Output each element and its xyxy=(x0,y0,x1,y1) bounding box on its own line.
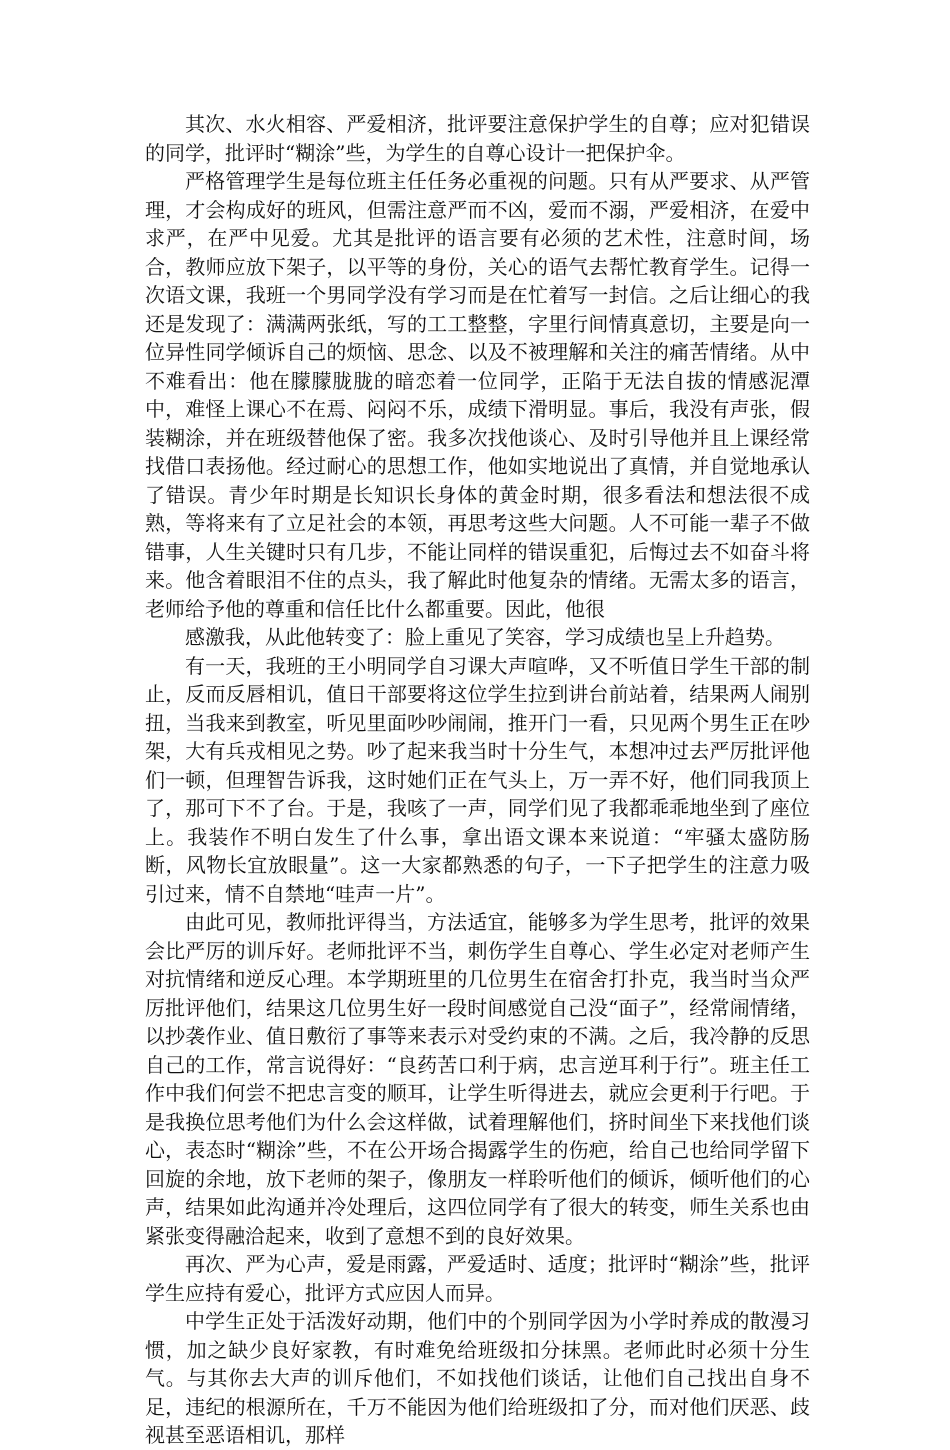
paragraph: 再次、严为心声，爱是雨露，严爱适时、适度；批评时“糊涂”些，批评学生应持有爱心，批评方式应因人而异。 xyxy=(145,1252,810,1305)
document-page xyxy=(145,110,810,1450)
paragraph: 其次、水火相容、严爱相济，批评要注意保护学生的自尊；应对犯错误的同学，批评时“糊涂”些，为学生的自尊心设计一把保护伞。 xyxy=(145,112,810,165)
paragraph: 由此可见，教师批评得当，方法适宜，能够多为学生思考，批评的效果会比严厉的训斥好。老师批评不当，刺伤学生自尊心、学生必定对老师产生对抗情绪和逆反心理。本学期班里的几位男生在宿舍打扑克，我当时当众严厉批评他们，结果这几位男生好一段时间感觉自己没“面子”，经常闹情绪，以抄袭作业、值日敷衍了事等来表示对受约束的不满。之后，我冷静的反思自己的工作，常言说得好：“良药苦口利于病，忠言逆耳利于行”。班主任工作中我们何尝不把忠言变的顺耳，让学生听得进去，就应会更利于行吧。于是我换位思考他们为什么会这样做，试着理解他们，挤时间坐下来找他们谈心，表态时“糊涂”些，不在公开场合揭露学生的伤疤，给自己也给同学留下回旋的余地，放下老师的架子，像朋友一样聆听他们的倾诉，倾听他们的心声，结果如此沟通并冷处理后，这四位同学有了很大的转变，师生关系也由紧张变得融洽起来，收到了意想不到的良好效果。 xyxy=(145,910,810,1248)
paragraph: 中学生正处于活泼好动期，他们中的个别同学因为小学时养成的散漫习惯，加之缺少良好家教，有时难免给班级扣分抹黑。老师此时必须十分生气。与其你去大声的训斥他们，不如找他们谈话，让他们自己找出自身不足，违纪的根源所在，千万不能因为他们给班级扣了分，而对他们厌恶、歧视甚至恶语相讥，那样 xyxy=(145,1309,810,1447)
paragraph: 感激我，从此他转变了：脸上重见了笑容，学习成绩也呈上升趋势。 xyxy=(185,625,785,649)
paragraph: 有一天，我班的王小明同学自习课大声喧哗，又不听值日学生干部的制止，反而反唇相讥，值日干部要将这位学生拉到讲台前站着，结果两人闹别扭，当我来到教室，听见里面吵吵闹闹，推开门一看，只见两个男生正在吵架，大有兵戎相见之势。吵了起来我当时十分生气，本想冲过去严厉批评他们一顿，但理智告诉我，这时她们正在气头上，万一弄不好，他们同我顶上了，那可下不了台。于是，我咳了一声，同学们见了我都乖乖地坐到了座位上。我装作不明白发生了什么事，拿出语文课本来说道：“牢骚太盛防肠断，风物长宜放眼量”。这一大家都熟悉的句子，一下子把学生的注意力吸引过来，情不自禁地“哇声一片”。 xyxy=(145,653,810,906)
paragraph: 严格管理学生是每位班主任任务必重视的问题。只有从严要求、从严管理，才会构成好的班风，但需注意严而不凶，爱而不溺，严爱相济，在爱中求严，在严中见爱。尤其是批评的语言要有必须的艺术性，注意时间，场合，教师应放下架子，以平等的身份，关心的语气去帮忙教育学生。记得一次语文课，我班一个男同学没有学习而是在忙着写一封信。之后让细心的我还是发现了：满满两张纸，写的工工整整，字里行间情真意切，主要是向一位异性同学倾诉自己的烦恼、思念、以及不被理解和关注的痛苦情绪。从中不难看出：他在朦朦胧胧的暗恋着一位同学，正陷于无法自拔的情感泥潭中，难怪上课心不在焉、闷闷不乐，成绩下滑明显。事后，我没有声张，假装糊涂，并在班级替他保了密。我多次找他谈心、及时引导他并且上课经常找借口表扬他。经过耐心的思想工作，他如实地说出了真情，并自觉地承认了错误。青少年时期是长知识长身体的黄金时期，很多看法和想法很不成熟，等将来有了立足社会的本领，再思考这些大问题。人不可能一辈子不做错事，人生关键时只有几步，不能让同样的错误重犯，后悔过去不如奋斗将来。他含着眼泪不住的点头，我了解此时他复杂的情绪。无需太多的语言，老师给予他的尊重和信任比什么都重要。因此，他很 xyxy=(145,169,810,621)
